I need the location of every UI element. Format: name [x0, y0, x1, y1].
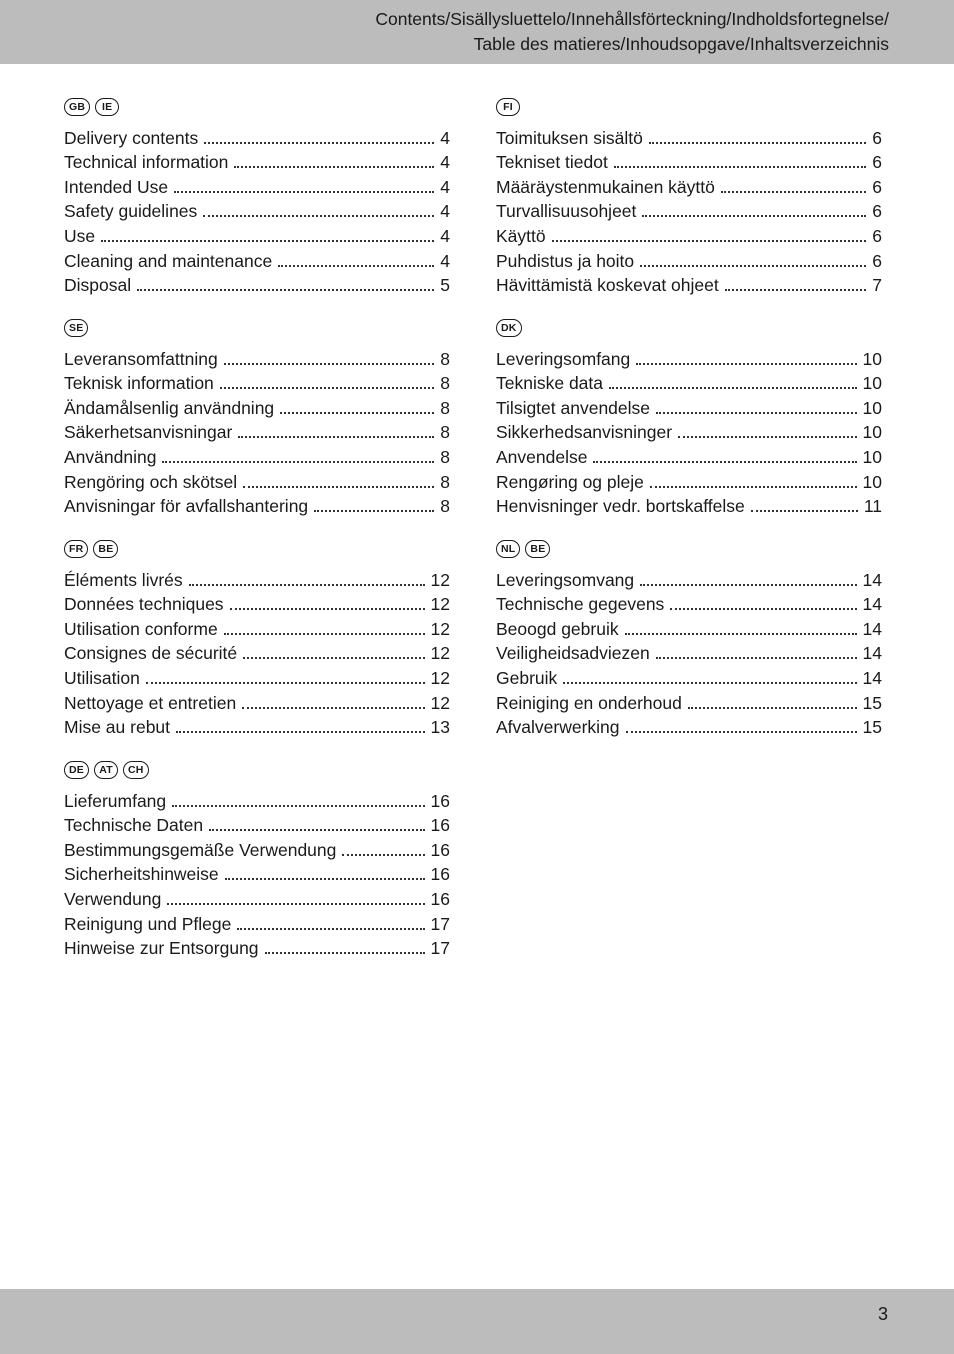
toc-entry-title: Consignes de sécurité — [64, 643, 238, 664]
toc-entry-page: 6 — [872, 176, 882, 197]
toc-entry[interactable] — [64, 247, 450, 272]
toc-entry-page: 13 — [430, 717, 450, 738]
dot-leader — [146, 681, 425, 684]
dot-leader — [265, 951, 425, 954]
dot-leader — [176, 730, 425, 733]
dot-leader — [688, 706, 857, 709]
toc-entry[interactable] — [64, 689, 450, 714]
page-number: 3 — [877, 1304, 888, 1324]
toc-entry-title: Afvalverwerking — [496, 717, 620, 738]
toc-entry[interactable] — [64, 812, 450, 837]
header-title-line-1: Contents/Sisällysluettelo/Innehållsförteckning/Indholdsfortegnelse/ — [375, 9, 889, 29]
toc-entry-title: Éléments livrés — [64, 569, 183, 590]
toc-entry[interactable] — [496, 173, 882, 198]
toc-entry-page: 17 — [430, 938, 450, 959]
toc-entry-title: Puhdistus ja hoito — [496, 250, 635, 271]
toc-entry[interactable] — [496, 443, 882, 468]
dot-leader — [204, 141, 434, 144]
country-flags — [64, 317, 450, 339]
dot-leader — [636, 362, 856, 365]
toc-entry[interactable] — [64, 640, 450, 665]
toc-entry[interactable] — [496, 345, 882, 370]
toc-entry-page: 15 — [862, 717, 882, 738]
toc-entry-title: Hävittämistä koskevat ohjeet — [496, 275, 719, 296]
toc-entry[interactable] — [64, 345, 450, 370]
header-title-line-2: Table des matieres/Inhoudsopgave/Inhaltsverzeichnis — [473, 34, 889, 54]
country-flags — [64, 759, 450, 781]
dot-leader — [243, 485, 434, 488]
toc-entry-page: 10 — [862, 446, 882, 467]
dot-leader — [678, 435, 856, 438]
toc-entry-page: 17 — [430, 913, 450, 934]
toc-entry[interactable] — [496, 689, 882, 714]
dot-leader — [137, 288, 434, 291]
dot-leader — [174, 190, 434, 193]
toc-entry-title: Disposal — [64, 275, 132, 296]
dot-leader — [656, 656, 857, 659]
toc-entry-title: Määräystenmukainen käyttö — [496, 176, 715, 197]
country-code-badge: SE — [64, 319, 88, 337]
toc-entry-title: Safety guidelines — [64, 201, 198, 222]
toc-entry-page: 7 — [872, 275, 882, 296]
toc-entry[interactable] — [496, 419, 882, 444]
dot-leader — [751, 509, 858, 512]
toc-entry-page: 16 — [430, 888, 450, 909]
toc-section-se — [64, 317, 450, 517]
toc-entry-page: 15 — [862, 692, 882, 713]
toc-section-fr — [64, 538, 450, 738]
dot-leader — [230, 607, 425, 610]
toc-entry-title: Données techniques — [64, 594, 224, 615]
toc-entry-title: Verwendung — [64, 888, 162, 909]
toc-entry-title: Leveransomfattning — [64, 348, 218, 369]
toc-entry-page: 8 — [440, 496, 450, 517]
dot-leader — [167, 902, 424, 905]
dot-leader — [234, 165, 434, 168]
toc-entry-title: Cleaning and maintenance — [64, 250, 273, 271]
toc-entry-title: Leveringsomfang — [496, 348, 631, 369]
toc-entry-page: 12 — [430, 618, 450, 639]
toc-entry-title: Tekniske data — [496, 373, 604, 394]
toc-entry[interactable] — [496, 247, 882, 272]
toc-entry-page: 8 — [440, 397, 450, 418]
toc-entry-title: Käyttö — [496, 225, 546, 246]
toc-entry[interactable] — [64, 272, 450, 297]
toc-section-gb — [64, 96, 450, 296]
toc-entry-page: 12 — [430, 643, 450, 664]
toc-entry[interactable] — [496, 272, 882, 297]
toc-entry[interactable] — [64, 443, 450, 468]
footer-bar — [0, 1289, 954, 1354]
toc-entry[interactable] — [64, 836, 450, 861]
country-code-badge: BE — [525, 540, 550, 558]
toc-entry-page: 6 — [872, 250, 882, 271]
country-flags — [64, 538, 450, 560]
toc-entry-title: Use — [64, 225, 96, 246]
toc-entry-page: 6 — [872, 152, 882, 173]
toc-entry-page: 4 — [440, 201, 450, 222]
toc-entry[interactable] — [64, 394, 450, 419]
toc-entry-title: Utilisation conforme — [64, 618, 218, 639]
dot-leader — [162, 460, 434, 463]
toc-entry[interactable] — [64, 714, 450, 739]
toc-entry-page: 12 — [430, 569, 450, 590]
toc-entry[interactable] — [64, 370, 450, 395]
dot-leader — [342, 853, 424, 856]
toc-entry-title: Mise au rebut — [64, 717, 171, 738]
dot-leader — [189, 583, 425, 586]
toc-entry-page: 10 — [862, 373, 882, 394]
toc-entry[interactable] — [496, 124, 882, 149]
toc-entry[interactable] — [496, 664, 882, 689]
toc-entry-page: 10 — [862, 422, 882, 443]
toc-entry-page: 14 — [862, 618, 882, 639]
toc-entry-title: Hinweise zur Entsorgung — [64, 938, 259, 959]
toc-entry-page: 5 — [440, 275, 450, 296]
dot-leader — [243, 656, 424, 659]
country-code-badge: FR — [64, 540, 88, 558]
toc-entry-page: 11 — [863, 496, 882, 517]
toc-entry-page: 4 — [440, 127, 450, 148]
toc-entry-title: Rengöring och skötsel — [64, 471, 238, 492]
dot-leader — [225, 877, 425, 880]
country-flags — [496, 317, 882, 339]
toc-entry[interactable] — [496, 714, 882, 739]
toc-entry-title: Reinigung und Pflege — [64, 913, 232, 934]
toc-entry-page: 6 — [872, 225, 882, 246]
dot-leader — [656, 411, 857, 414]
toc-entry-title: Tekniset tiedot — [496, 152, 608, 173]
toc-entry-page: 10 — [862, 471, 882, 492]
toc-entry-title: Henvisninger vedr. bortskaffelse — [496, 496, 745, 517]
toc-entry-page: 6 — [872, 201, 882, 222]
toc-entry-page: 16 — [430, 864, 450, 885]
toc-entry[interactable] — [496, 149, 882, 174]
toc-entry[interactable] — [64, 615, 450, 640]
dot-leader — [242, 706, 424, 709]
dot-leader — [172, 804, 424, 807]
toc-entry-page: 10 — [862, 348, 882, 369]
toc-section-nl — [496, 538, 882, 738]
toc-entry-title: Tilsigtet anvendelse — [496, 397, 651, 418]
toc-entry-page: 12 — [430, 667, 450, 688]
toc-entry[interactable] — [64, 566, 450, 591]
country-code-badge: DK — [496, 319, 522, 337]
toc-entry[interactable] — [496, 615, 882, 640]
dot-leader — [237, 927, 424, 930]
toc-entry[interactable] — [64, 493, 450, 518]
country-code-badge: GB — [64, 98, 90, 116]
toc-entry-title: Teknisk information — [64, 373, 214, 394]
toc-entry[interactable] — [496, 394, 882, 419]
dot-leader — [101, 239, 434, 242]
toc-entry-page: 8 — [440, 446, 450, 467]
dot-leader — [593, 460, 856, 463]
dot-leader — [552, 239, 866, 242]
toc-entry-title: Technical information — [64, 152, 229, 173]
toc-section-de — [64, 759, 450, 959]
toc-entry-title: Sikkerhedsanvisninger — [496, 422, 673, 443]
toc-entry-title: Veiligheidsadviezen — [496, 643, 650, 664]
toc-entry-page: 16 — [430, 815, 450, 836]
toc-entry[interactable] — [64, 664, 450, 689]
country-code-badge: DE — [64, 761, 89, 779]
dot-leader — [626, 730, 857, 733]
dot-leader — [614, 165, 866, 168]
toc-entry[interactable] — [64, 591, 450, 616]
dot-leader — [238, 435, 434, 438]
toc-entry-title: Technische gegevens — [496, 594, 665, 615]
toc-entry-page: 12 — [430, 594, 450, 615]
dot-leader — [203, 214, 434, 217]
dot-leader — [670, 607, 856, 610]
toc-entry-page: 12 — [430, 692, 450, 713]
toc-entry-page: 8 — [440, 348, 450, 369]
dot-leader — [721, 190, 866, 193]
dot-leader — [280, 411, 434, 414]
toc-entry[interactable] — [64, 222, 450, 247]
dot-leader — [224, 632, 425, 635]
country-code-badge: NL — [496, 540, 520, 558]
toc-entry-page: 4 — [440, 225, 450, 246]
toc-section-dk — [496, 317, 882, 517]
toc-entry-page: 14 — [862, 643, 882, 664]
toc-entry-title: Delivery contents — [64, 127, 199, 148]
toc-entry-title: Intended Use — [64, 176, 169, 197]
toc-entry-page: 4 — [440, 152, 450, 173]
toc-entry[interactable] — [64, 910, 450, 935]
dot-leader — [725, 288, 866, 291]
toc-entry-title: Gebruik — [496, 667, 558, 688]
toc-entry[interactable] — [64, 935, 450, 960]
country-code-badge: BE — [93, 540, 118, 558]
toc-entry[interactable] — [64, 787, 450, 812]
dot-leader — [224, 362, 434, 365]
dot-leader — [640, 264, 866, 267]
toc-entry-page: 16 — [430, 790, 450, 811]
header-bar — [0, 0, 954, 64]
toc-entry[interactable] — [496, 370, 882, 395]
toc-entry-page: 10 — [862, 397, 882, 418]
toc-entry-title: Nettoyage et entretien — [64, 692, 237, 713]
toc-entry-title: Anvisningar för avfallshantering — [64, 496, 309, 517]
toc-entry-page: 8 — [440, 471, 450, 492]
toc-entry-title: Reiniging en onderhoud — [496, 692, 682, 713]
toc-entry-title: Toimituksen sisältö — [496, 127, 643, 148]
dot-leader — [640, 583, 856, 586]
dot-leader — [563, 681, 856, 684]
toc-entry-title: Rengøring og pleje — [496, 471, 644, 492]
toc-entry-title: Turvallisuusohjeet — [496, 201, 637, 222]
toc-entry-title: Ändamålsenlig användning — [64, 397, 275, 418]
toc-entry[interactable] — [64, 124, 450, 149]
toc-entry[interactable] — [496, 222, 882, 247]
toc-entry[interactable] — [64, 198, 450, 223]
toc-entry[interactable] — [64, 885, 450, 910]
toc-entry-page: 14 — [862, 569, 882, 590]
dot-leader — [609, 386, 857, 389]
toc-entry-page: 8 — [440, 422, 450, 443]
country-code-badge: AT — [94, 761, 118, 779]
country-code-badge: FI — [496, 98, 520, 116]
toc-entry-title: Technische Daten — [64, 815, 204, 836]
toc-entry-title: Leveringsomvang — [496, 569, 635, 590]
toc-entry-page: 8 — [440, 373, 450, 394]
toc-entry-page: 14 — [862, 667, 882, 688]
dot-leader — [649, 141, 866, 144]
toc-entry-title: Utilisation — [64, 667, 140, 688]
toc-entry-page: 4 — [440, 176, 450, 197]
country-code-badge: IE — [95, 98, 119, 116]
toc-section-fi — [496, 96, 882, 296]
toc-entry-title: Beoogd gebruik — [496, 618, 619, 639]
toc-entry-page: 14 — [862, 594, 882, 615]
country-flags — [496, 96, 882, 118]
toc-entry[interactable] — [64, 173, 450, 198]
toc-entry-title: Säkerhetsanvisningar — [64, 422, 233, 443]
dot-leader — [650, 485, 857, 488]
dot-leader — [625, 632, 857, 635]
toc-entry-title: Anvendelse — [496, 446, 588, 467]
toc-entry[interactable] — [496, 640, 882, 665]
toc-entry[interactable] — [64, 468, 450, 493]
dot-leader — [314, 509, 434, 512]
toc-entry-title: Sicherheitshinweise — [64, 864, 219, 885]
toc-entry-page: 6 — [872, 127, 882, 148]
country-code-badge: CH — [123, 761, 149, 779]
toc-entry-title: Bestimmungsgemäße Verwendung — [64, 839, 337, 860]
toc-entry[interactable] — [496, 566, 882, 591]
dot-leader — [220, 386, 434, 389]
toc-entry[interactable] — [64, 149, 450, 174]
toc-entry[interactable] — [64, 861, 450, 886]
dot-leader — [278, 264, 434, 267]
toc-entry[interactable] — [496, 468, 882, 493]
toc-entry[interactable] — [496, 493, 882, 518]
country-flags — [64, 96, 450, 118]
toc-entry-title: Lieferumfang — [64, 790, 167, 811]
dot-leader — [642, 214, 866, 217]
toc-entry-page: 16 — [430, 839, 450, 860]
dot-leader — [209, 828, 424, 831]
toc-entry-page: 4 — [440, 250, 450, 271]
toc-entry[interactable] — [64, 419, 450, 444]
toc-entry[interactable] — [496, 198, 882, 223]
toc-entry-title: Användning — [64, 446, 157, 467]
toc-entry[interactable] — [496, 591, 882, 616]
country-flags — [496, 538, 882, 560]
